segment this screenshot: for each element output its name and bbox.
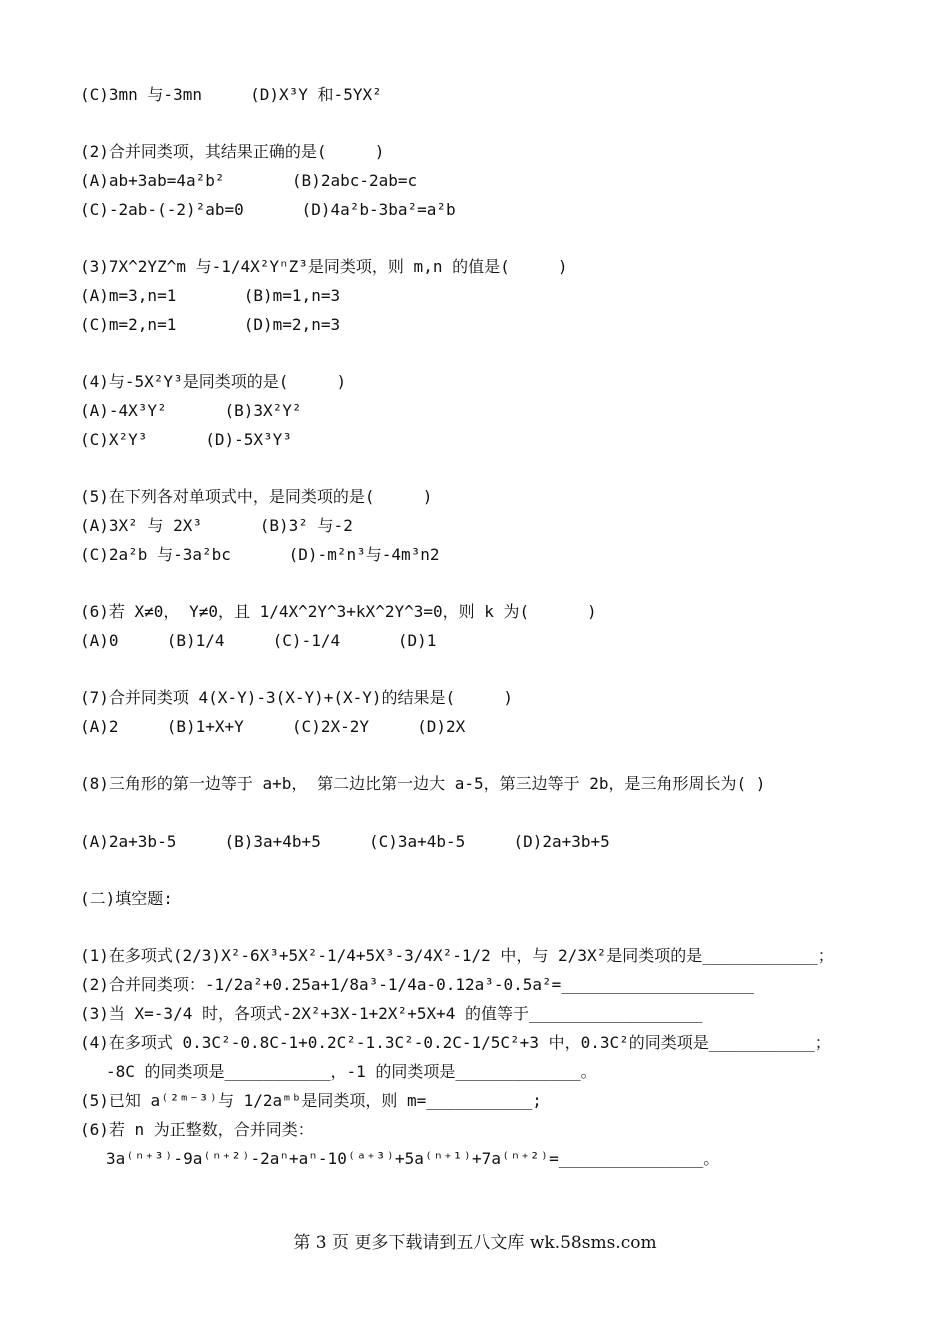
fill-question-2: (2)合并同类项：-1/2a²+0.25a+1/8a³-1/4a-0.12a³-0.5a²=____________________: [80, 975, 754, 994]
q1-options-cd: (C)3mn 与-3mn (D)X³Y 和-5YX²: [80, 85, 382, 104]
q5-stem: (5)在下列各对单项式中，是同类项的是( ): [80, 487, 433, 506]
q7-options: (A)2 (B)1+X+Y (C)2X-2Y (D)2X: [80, 717, 466, 736]
fill-question-6-expression: 3a⁽ⁿ⁺³⁾-9a⁽ⁿ⁺²⁾-2aⁿ+aⁿ-10⁽ᵃ⁺³⁾+5a⁽ⁿ⁺¹⁾+7a⁽ⁿ⁺²⁾=_______________。: [106, 1149, 720, 1168]
q3-options-cd: (C)m=2,n=1 (D)m=2,n=3: [80, 315, 341, 334]
q3-stem: (3)7X^2YZ^m 与-1/4X²YⁿZ³是同类项，则 m,n 的值是( ): [80, 257, 568, 276]
q2-options-cd: (C)-2ab-(-2)²ab=0 (D)4a²b-3ba²=a²b: [80, 200, 456, 219]
fill-question-5: (5)已知 a⁽²ᵐ⁻³⁾与 1/2aᵐᵇ是同类项，则 m=___________;: [80, 1091, 542, 1110]
fill-question-4-continued: -8C 的同类项是___________，-1 的同类项是_____________。: [106, 1062, 597, 1081]
q7-stem: (7)合并同类项 4(X-Y)-3(X-Y)+(X-Y)的结果是( ): [80, 688, 513, 707]
q2-stem: (2)合并同类项，其结果正确的是( ): [80, 142, 385, 161]
fill-question-6: (6)若 n 为正整数，合并同类：: [80, 1120, 314, 1139]
fill-question-4: (4)在多项式 0.3C²-0.8C-1+0.2C²-1.3C²-0.2C-1/5C²+3 中，0.3C²的同类项是___________；: [80, 1033, 831, 1052]
q4-stem: (4)与-5X²Y³是同类项的是( ): [80, 372, 347, 391]
q2-options-ab: (A)ab+3ab=4a²b² (B)2abc-2ab=c: [80, 171, 418, 190]
q8-options: (A)2a+3b-5 (B)3a+4b+5 (C)3a+4b-5 (D)2a+3b+5: [80, 832, 610, 851]
fill-question-3: (3)当 X=-3/4 时，各项式-2X²+3X-1+2X²+5X+4 的值等于__________________: [80, 1004, 703, 1023]
q4-options-cd: (C)X²Y³ (D)-5X³Y³: [80, 430, 292, 449]
page-footer: 第 3 页 更多下载请到五八文库 wk.58sms.com: [293, 1233, 657, 1253]
q5-options-cd: (C)2a²b 与-3a²bc (D)-m²n³与-4m³n2: [80, 545, 440, 564]
fill-question-1: (1)在多项式(2/3)X²-6X³+5X²-1/4+5X³-3/4X²-1/2 中，与 2/3X²是同类项的是____________；: [80, 946, 834, 965]
q8-stem: (8)三角形的第一边等于 a+b， 第二边比第一边大 a-5，第三边等于 2b，是三角形周长为( ): [80, 774, 766, 793]
q6-stem: (6)若 X≠0， Y≠0，且 1/4X^2Y^3+kX^2Y^3=0，则 k 为( ): [80, 602, 597, 621]
q5-options-ab: (A)3X² 与 2X³ (B)3² 与-2: [80, 516, 353, 535]
fill-in-heading: (二)填空题:: [80, 889, 173, 908]
q4-options-ab: (A)-4X³Y² (B)3X²Y²: [80, 401, 302, 420]
q6-options: (A)0 (B)1/4 (C)-1/4 (D)1: [80, 631, 437, 650]
q3-options-ab: (A)m=3,n=1 (B)m=1,n=3: [80, 286, 341, 305]
